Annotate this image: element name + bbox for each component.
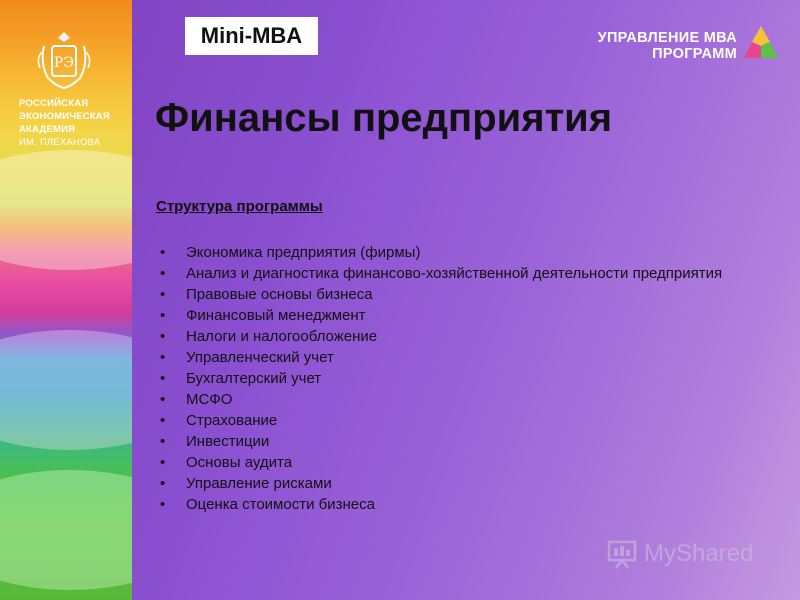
mini-mba-badge: Mini-MBA	[185, 17, 318, 55]
list-item: • МСФО	[160, 392, 740, 408]
list-item: • Основы аудита	[160, 455, 740, 471]
presentation-board-icon	[606, 538, 638, 570]
mba-logo-line: ПРОГРАММ	[652, 46, 737, 62]
list-item: • Анализ и диагностика финансово-хозяйственной деятельности предприятия	[160, 266, 740, 282]
list-item: • Инвестиции	[160, 434, 740, 450]
sidebar-wave	[0, 150, 132, 270]
decorative-sidebar	[0, 0, 132, 600]
sidebar-wave	[0, 470, 132, 590]
program-list	[160, 245, 740, 518]
list-item: • Финансовый менеджмент	[160, 308, 740, 324]
list-item: • Страхование	[160, 413, 740, 429]
mba-triangle-icon	[742, 24, 780, 62]
list-item: • Оценка стоимости бизнеса	[160, 497, 740, 513]
academy-crest-icon	[34, 28, 94, 90]
list-item: • Бухгалтерский учет	[160, 371, 740, 387]
mba-program-logo	[570, 12, 792, 62]
list-item: • Управленческий учет	[160, 350, 740, 366]
academy-line: ЭКОНОМИЧЕСКАЯ	[19, 111, 110, 122]
list-item: • Экономика предприятия (фирмы)	[160, 245, 740, 261]
list-item: • Управление рисками	[160, 476, 740, 492]
sidebar-wave	[0, 330, 132, 450]
mba-logo-line: УПРАВЛЕНИЕ МВА	[597, 30, 737, 46]
academy-line: АКАДЕМИЯ	[19, 124, 76, 135]
academy-line: РОССИЙСКАЯ	[19, 98, 89, 109]
list-item: • Правовые основы бизнеса	[160, 287, 740, 303]
academy-line: ИМ. ПЛЕХАНОВА	[19, 137, 101, 148]
slide-title: Финансы предприятия	[155, 96, 613, 140]
watermark-text: MyShared	[644, 540, 754, 567]
section-subtitle: Структура программы	[156, 198, 323, 215]
myshared-watermark	[606, 536, 776, 572]
academy-name	[19, 97, 129, 149]
list-item: • Налоги и налогообложение	[160, 329, 740, 345]
mba-logo-text	[598, 30, 737, 62]
svg-text:РЭ: РЭ	[53, 55, 75, 71]
